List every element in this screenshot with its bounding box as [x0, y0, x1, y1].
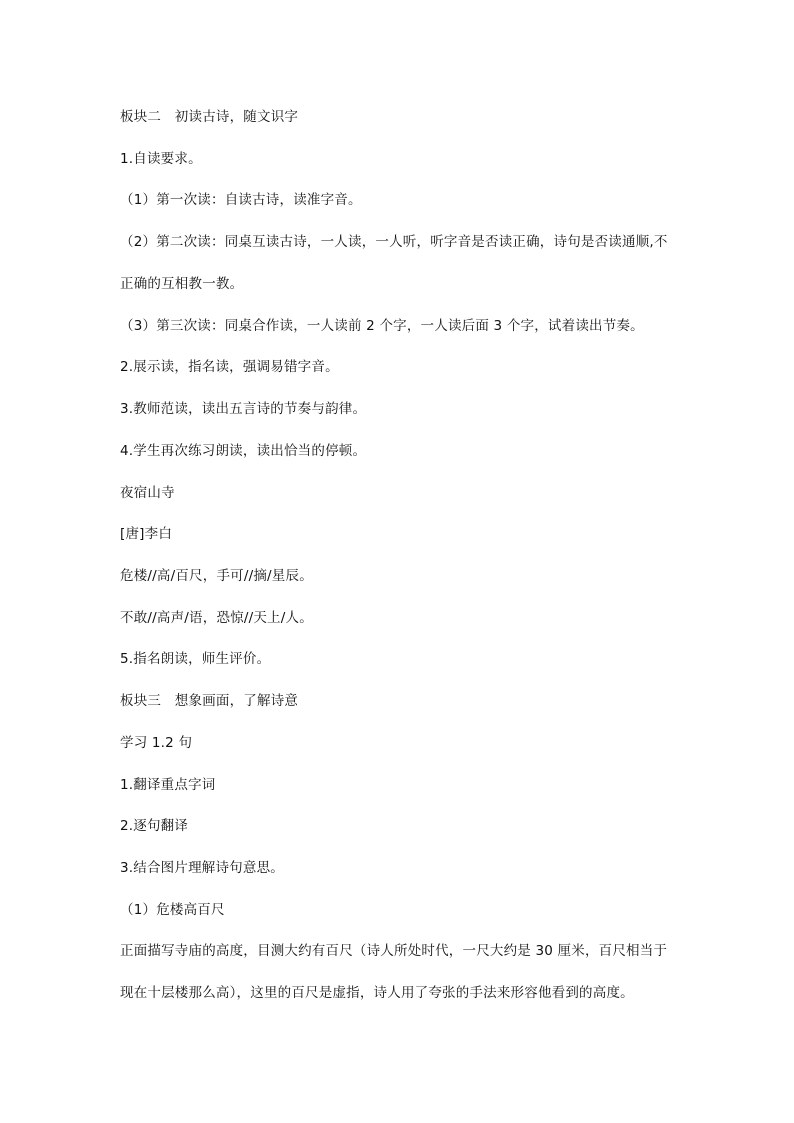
paragraph: 5.指名朗读，师生评价。 [120, 651, 271, 667]
paragraph: （1）危楼高百尺 [120, 902, 225, 918]
paragraph: （3）第三次读：同桌合作读，一人读前 2 个字，一人读后面 3 个字，试着读出节奏。 [120, 318, 644, 334]
section-heading-3: 板块三 想象画面，了解诗意 [120, 693, 299, 709]
paragraph: 2.逐句翻译 [120, 818, 189, 834]
paragraph: （2）第二次读：同桌互读古诗，一人读，一人听，听字音是否读正确，诗句是否读通顺,不 [120, 234, 668, 250]
paragraph: 3.教师范读，读出五言诗的节奏与韵律。 [120, 401, 367, 417]
paragraph: 1.翻译重点字词 [120, 777, 216, 793]
poem-author: [唐]李白 [120, 526, 173, 542]
poem-title: 夜宿山寺 [120, 485, 175, 501]
paragraph: 正面描写寺庙的高度，目测大约有百尺（诗人所处时代，一尺大约是 30 厘米，百尺相当于 [120, 943, 668, 959]
paragraph: 正确的互相教一教。 [120, 276, 244, 292]
paragraph: 学习 1.2 句 [120, 735, 193, 751]
section-heading-2: 板块二 初读古诗，随文识字 [120, 109, 299, 125]
paragraph: 2.展示读，指名读，强调易错字音。 [120, 359, 339, 375]
paragraph: 现在十层楼那么高），这里的百尺是虚指，诗人用了夸张的手法来形容他看到的高度。 [120, 985, 634, 1001]
paragraph: （1）第一次读：自读古诗，读准字音。 [120, 192, 362, 208]
poem-line: 危楼//高/百尺，手可//摘/星辰。 [120, 568, 313, 584]
paragraph: 4.学生再次练习朗读，读出恰当的停顿。 [120, 443, 367, 459]
poem-line: 不敢//高声/语，恐惊//天上/人。 [120, 610, 313, 626]
paragraph: 3.结合图片理解诗句意思。 [120, 860, 284, 876]
paragraph: 1.自读要求。 [120, 151, 202, 167]
